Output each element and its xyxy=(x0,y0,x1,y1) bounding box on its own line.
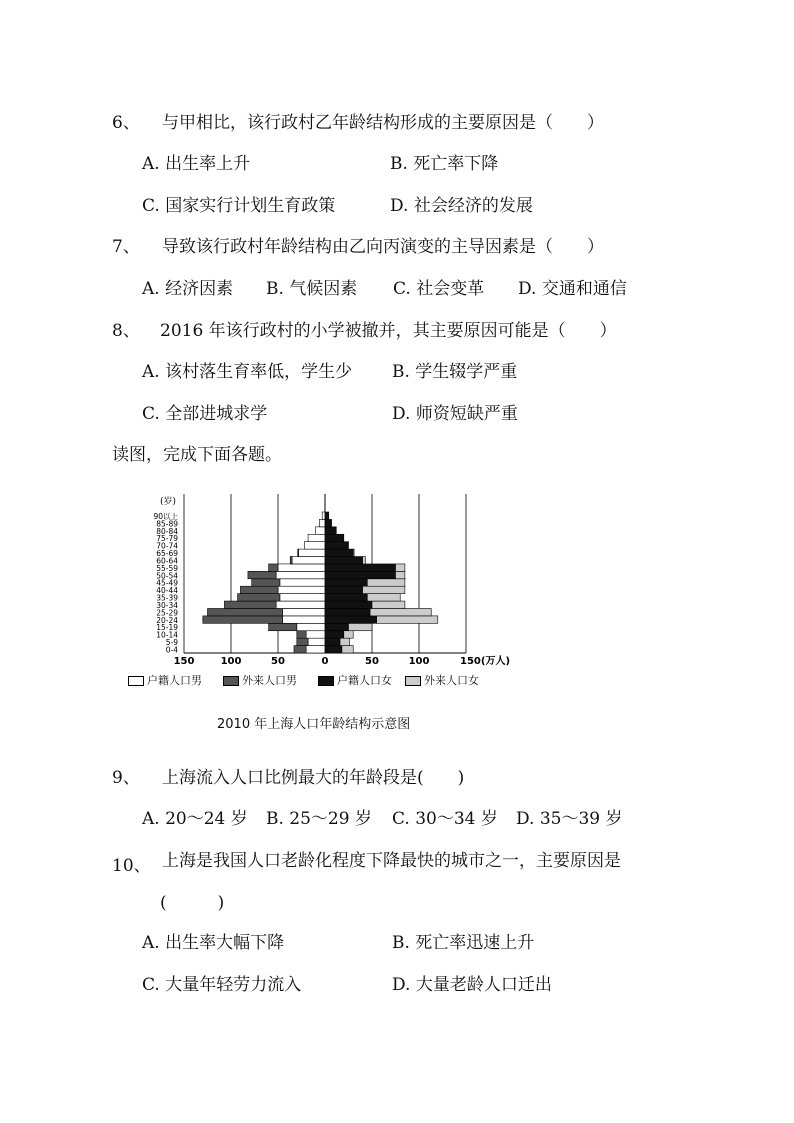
bar-wailai-male xyxy=(297,638,308,645)
bar-huji-female xyxy=(325,557,363,564)
legend-swatch-huji-male xyxy=(128,676,144,686)
question-text: 与甲相比，该行政村乙年龄结构形成的主要原因是（ ） xyxy=(162,113,604,133)
bar-wailai-female xyxy=(363,586,405,593)
question-number: 8、 xyxy=(112,321,140,341)
age-group-label: 0-4 xyxy=(165,645,178,655)
bar-wailai-male xyxy=(294,646,306,653)
bar-wailai-male xyxy=(252,579,280,586)
question-text: 上海流入人口比例最大的年龄段是( ) xyxy=(162,768,465,788)
bar-huji-female xyxy=(325,638,340,645)
bar-huji-male xyxy=(299,549,325,556)
bar-huji-female xyxy=(325,601,372,608)
x-tick-label: 100 xyxy=(220,656,242,667)
x-tick-label: 0 xyxy=(321,656,329,667)
option-a[interactable]: A. 出生率大幅下降 xyxy=(142,933,285,953)
question-text: 上海是我国人口老龄化程度下降最快的城市之一，主要原因是 xyxy=(162,851,621,871)
option-c[interactable]: C. 社会变革 xyxy=(393,279,485,299)
age-group-label: 45-49 xyxy=(156,578,178,588)
bar-huji-male xyxy=(280,579,325,586)
bar-huji-female xyxy=(325,623,349,630)
bar-wailai-male xyxy=(269,623,297,630)
bar-wailai-male xyxy=(224,601,276,608)
legend-swatch-wailai-male xyxy=(223,676,239,686)
age-group-label: 65-69 xyxy=(156,549,178,559)
age-group-label: 55-59 xyxy=(156,563,178,573)
bar-huji-female xyxy=(325,519,332,526)
option-b[interactable]: B. 气候因素 xyxy=(266,279,358,299)
bar-huji-male xyxy=(306,631,325,638)
bar-huji-male xyxy=(316,527,325,534)
bar-wailai-female xyxy=(363,557,366,564)
option-d[interactable]: D. 35～39 岁 xyxy=(516,809,623,829)
bar-wailai-female xyxy=(372,601,405,608)
age-group-label: 5-9 xyxy=(165,638,178,648)
age-group-label: 10-14 xyxy=(156,630,178,640)
option-c[interactable]: C. 国家实行计划生育政策 xyxy=(142,196,336,216)
x-tick-label: 150 xyxy=(173,656,195,667)
bar-huji-male xyxy=(306,646,325,653)
bar-wailai-male xyxy=(203,616,283,623)
age-group-label: 25-29 xyxy=(156,608,178,618)
legend-label: 户籍人口女 xyxy=(337,674,392,687)
age-group-label: 50-54 xyxy=(156,571,178,581)
option-b[interactable]: B. 死亡率下降 xyxy=(390,154,499,174)
bar-huji-female xyxy=(325,608,370,615)
bar-huji-female xyxy=(325,631,344,638)
bar-huji-female xyxy=(325,527,336,534)
option-b[interactable]: B. 25～29 岁 xyxy=(266,809,372,829)
bar-wailai-female xyxy=(396,564,405,571)
question-text: 导致该行政村年龄结构由乙向丙演变的主导因素是（ ） xyxy=(162,237,604,257)
bar-wailai-female xyxy=(340,638,349,645)
option-c[interactable]: C. 全部进城求学 xyxy=(142,404,268,424)
x-tick-label: 150(万人) xyxy=(460,656,511,667)
bar-huji-male xyxy=(304,542,325,549)
option-d[interactable]: D. 社会经济的发展 xyxy=(390,196,533,216)
age-group-label: 80-84 xyxy=(156,526,178,536)
bar-huji-female xyxy=(325,542,349,549)
bar-huji-male xyxy=(278,564,325,571)
bar-huji-female xyxy=(325,586,363,593)
bar-huji-male xyxy=(297,623,325,630)
bar-huji-male xyxy=(278,586,325,593)
bar-huji-female xyxy=(325,549,353,556)
population-pyramid-chart xyxy=(120,490,520,700)
bar-wailai-male xyxy=(240,586,278,593)
bar-wailai-male xyxy=(290,557,292,564)
bar-huji-male xyxy=(276,571,325,578)
bar-huji-female xyxy=(325,571,396,578)
bar-huji-female xyxy=(325,534,344,541)
option-a[interactable]: A. 出生率上升 xyxy=(142,154,251,174)
bar-huji-male xyxy=(308,638,325,645)
legend xyxy=(128,672,479,688)
bar-huji-male xyxy=(283,608,325,615)
option-d[interactable]: D. 交通和通信 xyxy=(518,279,627,299)
bar-wailai-male xyxy=(238,594,280,601)
bar-huji-female xyxy=(325,616,377,623)
answer-paren: ( ) xyxy=(160,893,225,913)
option-a[interactable]: A. 20～24 岁 xyxy=(142,809,248,829)
question-number: 9、 xyxy=(112,768,140,788)
option-b[interactable]: B. 死亡率迅速上升 xyxy=(392,933,535,953)
bar-huji-male xyxy=(322,512,325,519)
bar-wailai-female xyxy=(396,571,405,578)
bar-wailai-female xyxy=(353,549,354,556)
bar-huji-male xyxy=(283,616,325,623)
age-group-label: 70-74 xyxy=(156,541,178,551)
bar-huji-female xyxy=(325,579,367,586)
age-group-label: 15-19 xyxy=(156,623,178,633)
x-tick-label: 100 xyxy=(408,656,430,667)
option-c[interactable]: C. 大量年轻劳力流入 xyxy=(142,975,302,995)
age-group-label: 40-44 xyxy=(156,586,178,596)
question-number: 7、 xyxy=(112,237,140,257)
bar-huji-male xyxy=(276,601,325,608)
bar-wailai-male xyxy=(248,571,276,578)
age-group-label: 90以上 xyxy=(153,511,178,521)
age-group-label: 30-34 xyxy=(156,600,178,610)
option-a[interactable]: A. 该村落生育率低，学生少 xyxy=(142,362,353,382)
bar-wailai-female xyxy=(344,631,353,638)
legend-label: 外来人口女 xyxy=(424,674,479,687)
x-tick-label: 50 xyxy=(365,656,379,667)
figure-caption: 2010 年上海人口年龄结构示意图 xyxy=(217,717,411,732)
age-group-label: 60-64 xyxy=(156,556,178,566)
bar-wailai-female xyxy=(377,616,438,623)
option-b[interactable]: B. 学生辍学严重 xyxy=(392,362,518,382)
age-group-label: 85-89 xyxy=(156,519,178,529)
bar-wailai-female xyxy=(370,608,431,615)
instruction: 读图，完成下面各题。 xyxy=(112,445,282,465)
question-number: 10、 xyxy=(112,856,151,876)
bar-wailai-female xyxy=(342,646,353,653)
legend-label: 户籍人口男 xyxy=(147,674,202,687)
legend-label: 外来人口男 xyxy=(242,674,297,687)
bar-huji-male xyxy=(319,519,325,526)
legend-swatch-huji-female xyxy=(318,676,334,686)
bar-wailai-male xyxy=(298,549,299,556)
option-d[interactable]: D. 大量老龄人口迁出 xyxy=(392,975,552,995)
option-a[interactable]: A. 经济因素 xyxy=(142,279,234,299)
bar-huji-female xyxy=(325,594,367,601)
bar-wailai-male xyxy=(297,631,306,638)
y-axis-unit: (岁) xyxy=(160,497,177,507)
age-group-label: 75-79 xyxy=(156,534,178,544)
option-d[interactable]: D. 师资短缺严重 xyxy=(392,404,518,424)
bar-wailai-female xyxy=(367,579,405,586)
option-c[interactable]: C. 30～34 岁 xyxy=(392,809,498,829)
bar-wailai-female xyxy=(349,623,373,630)
bar-huji-male xyxy=(292,557,325,564)
bar-huji-female xyxy=(325,564,396,571)
question-number: 6、 xyxy=(112,113,140,133)
legend-swatch-wailai-female xyxy=(405,676,421,686)
bar-huji-female xyxy=(325,646,342,653)
question-text: 2016 年该行政村的小学被撤并，其主要原因可能是（ ） xyxy=(160,321,617,341)
bar-huji-female xyxy=(325,512,329,519)
bar-huji-male xyxy=(308,534,325,541)
age-group-label: 35-39 xyxy=(156,593,178,603)
x-tick-label: 50 xyxy=(271,656,285,667)
bar-huji-male xyxy=(280,594,325,601)
age-group-label: 20-24 xyxy=(156,615,178,625)
bar-wailai-male xyxy=(269,564,278,571)
bar-wailai-female xyxy=(367,594,400,601)
bar-wailai-male xyxy=(208,608,283,615)
